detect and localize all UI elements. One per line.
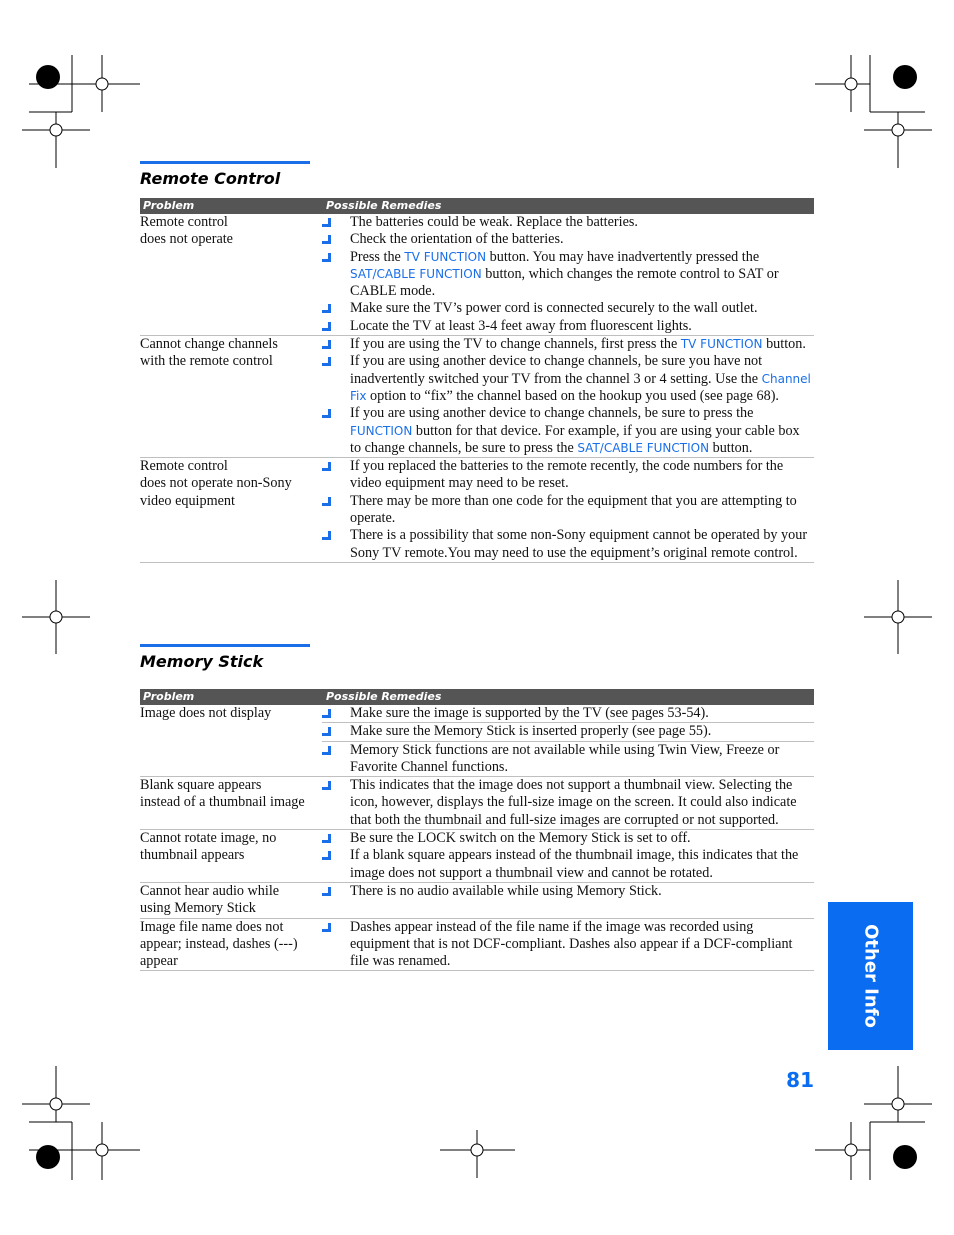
checkbox-bullet-icon bbox=[322, 462, 331, 471]
problem-cell bbox=[140, 919, 322, 971]
remedy-text: button. bbox=[709, 439, 753, 456]
remedy-item bbox=[322, 847, 814, 882]
checkbox-bullet-icon bbox=[322, 887, 331, 896]
problem-text: appear; instead, dashes (---) bbox=[140, 935, 298, 952]
problem-text: Image file name does not bbox=[140, 918, 284, 935]
problem-text: does not operate bbox=[140, 231, 233, 248]
header-problem: Problem bbox=[143, 199, 195, 212]
remedy-item bbox=[322, 231, 814, 248]
problem-text: thumbnail appears bbox=[140, 847, 245, 864]
problem-text: Remote control bbox=[140, 458, 228, 475]
remedy-text: If you are using the TV to change channels, first press the bbox=[350, 336, 681, 353]
remedy-item bbox=[322, 919, 814, 971]
problem-text: appear bbox=[140, 953, 178, 970]
checkbox-bullet-icon bbox=[322, 746, 331, 755]
section-rule-memory-stick bbox=[140, 644, 310, 647]
remedy-text: button for that device. For example, if you are using your cable box to change channels, be sure to press the bbox=[350, 422, 800, 456]
remedy-item bbox=[322, 318, 814, 335]
problem-text: instead of a thumbnail image bbox=[140, 794, 305, 811]
problem-cell bbox=[140, 705, 322, 722]
remote-control-table bbox=[140, 198, 814, 563]
remedy-item bbox=[322, 777, 814, 829]
checkbox-bullet-icon bbox=[322, 218, 331, 227]
table-row bbox=[140, 214, 814, 336]
header-remedies: Possible Remedies bbox=[326, 690, 442, 703]
remedy-text: option to “fix” the channel based on the hookup you used (see page 68). bbox=[366, 387, 779, 404]
remedy-item bbox=[322, 527, 814, 562]
remedy-text: Check the orientation of the batteries. bbox=[350, 231, 564, 248]
remedy-item bbox=[322, 723, 814, 741]
section-title-remote-control: Remote Control bbox=[140, 169, 281, 188]
button-name: SAT/CABLE FUNCTION bbox=[577, 440, 710, 455]
remedy-item bbox=[322, 300, 814, 317]
remedy-item bbox=[322, 214, 814, 231]
remedy-text: Dashes appear instead of the file name if the image was recorded using equipment that is not DCF-compliant. Dashes also appear if a DCF-compliant file was renamed. bbox=[350, 918, 793, 970]
remedy-text: Make sure the TV’s power cord is connected securely to the wall outlet. bbox=[350, 300, 758, 317]
remedy-item bbox=[322, 336, 814, 353]
remedy-text: If a blank square appears instead of the thumbnail image, this indicates that the image does not support a thumbnail view and cannot be rotated. bbox=[350, 847, 799, 881]
checkbox-bullet-icon bbox=[322, 322, 331, 331]
table-header bbox=[140, 198, 814, 214]
remedy-item bbox=[322, 830, 814, 847]
remedy-text: Memory Stick functions are not available while using Twin View, Freeze or Favorite Channel functions. bbox=[350, 741, 780, 775]
checkbox-bullet-icon bbox=[322, 727, 331, 736]
problem-cell bbox=[140, 830, 322, 865]
remedy-text: button. You may have inadvertently pressed the bbox=[486, 248, 760, 265]
remedy-item bbox=[322, 883, 814, 900]
table-row bbox=[140, 336, 814, 458]
table-header bbox=[140, 689, 814, 705]
checkbox-bullet-icon bbox=[322, 340, 331, 349]
problem-text: using Memory Stick bbox=[140, 900, 256, 917]
remedy-text: button. bbox=[762, 336, 806, 353]
checkbox-bullet-icon bbox=[322, 834, 331, 843]
problem-text: Cannot hear audio while bbox=[140, 882, 280, 899]
checkbox-bullet-icon bbox=[322, 357, 331, 366]
remedy-text: Be sure the LOCK switch on the Memory Stick is set to off. bbox=[350, 830, 691, 847]
problem-text: with the remote control bbox=[140, 353, 273, 370]
problem-cell bbox=[140, 458, 322, 510]
page-number: 81 bbox=[786, 1068, 814, 1092]
remedy-text: button, which changes the remote control to SAT or CABLE mode. bbox=[350, 265, 779, 300]
memory-stick-table bbox=[140, 689, 814, 971]
table-row bbox=[140, 705, 814, 777]
remedy-item bbox=[322, 353, 814, 405]
remedy-item bbox=[322, 742, 814, 777]
checkbox-bullet-icon bbox=[322, 304, 331, 313]
section-rule-remote-control bbox=[140, 161, 310, 164]
table-row bbox=[140, 919, 814, 972]
remedy-text: Press the bbox=[350, 248, 405, 265]
checkbox-bullet-icon bbox=[322, 235, 331, 244]
side-tab-label: Other Info bbox=[860, 924, 881, 1028]
remedy-text: If you are using another device to change channels, be sure to press the bbox=[350, 405, 754, 422]
problem-cell bbox=[140, 883, 322, 918]
remedies-cell bbox=[322, 336, 814, 457]
checkbox-bullet-icon bbox=[322, 497, 331, 506]
table-row bbox=[140, 883, 814, 919]
remedy-text: This indicates that the image does not support a thumbnail view. Selecting the icon, however, displays the full-size image on the screen. It could also indicate that both the thumbnail and full-size images are corrupted or not supported. bbox=[350, 777, 797, 828]
problem-cell bbox=[140, 336, 322, 371]
header-problem: Problem bbox=[143, 690, 195, 703]
checkbox-bullet-icon bbox=[322, 851, 331, 860]
table-row bbox=[140, 458, 814, 563]
checkbox-bullet-icon bbox=[322, 781, 331, 790]
checkbox-bullet-icon bbox=[322, 709, 331, 718]
remedies-cell bbox=[322, 458, 814, 562]
problem-text: Cannot rotate image, no bbox=[140, 830, 277, 847]
remedy-text: Make sure the image is supported by the TV (see pages 53-54). bbox=[350, 705, 709, 721]
remedies-cell bbox=[322, 830, 814, 882]
remedy-item bbox=[322, 458, 814, 493]
remedies-cell bbox=[322, 705, 814, 776]
remedies-cell bbox=[322, 777, 814, 829]
button-name: SAT/CABLE FUNCTION bbox=[350, 266, 482, 281]
remedy-text: Locate the TV at least 3-4 feet away from fluorescent lights. bbox=[350, 317, 692, 334]
remedies-cell bbox=[322, 883, 814, 900]
button-name: Channel Fix bbox=[350, 371, 811, 403]
remedy-item bbox=[322, 493, 814, 528]
table-row bbox=[140, 777, 814, 830]
problem-text: Blank square appears bbox=[140, 777, 262, 794]
side-tab-other-info bbox=[828, 902, 913, 1050]
checkbox-bullet-icon bbox=[322, 531, 331, 540]
checkbox-bullet-icon bbox=[322, 253, 331, 262]
checkbox-bullet-icon bbox=[322, 409, 331, 418]
remedy-text: There is a possibility that some non-Sony equipment cannot be operated by your Sony TV remote.You may need to use the equipment’s original remote control. bbox=[350, 527, 808, 561]
problem-text: video equipment bbox=[140, 492, 235, 509]
problem-cell bbox=[140, 777, 322, 812]
remedy-text: The batteries could be weak. Replace the batteries. bbox=[350, 214, 638, 230]
problem-text: Cannot change channels bbox=[140, 336, 278, 353]
remedy-item bbox=[322, 249, 814, 301]
problem-text: Remote control bbox=[140, 214, 228, 230]
section-title-memory-stick: Memory Stick bbox=[140, 652, 264, 671]
remedy-text: Make sure the Memory Stick is inserted properly (see page 55). bbox=[350, 723, 712, 740]
remedies-cell bbox=[322, 919, 814, 971]
checkbox-bullet-icon bbox=[322, 923, 331, 932]
remedy-item bbox=[322, 405, 814, 457]
remedy-text: There is no audio available while using Memory Stick. bbox=[350, 882, 662, 899]
problem-cell bbox=[140, 214, 322, 249]
remedy-text: There may be more than one code for the equipment that you are attempting to operate. bbox=[350, 492, 797, 527]
remedy-text: If you replaced the batteries to the remote recently, the code numbers for the video equipment may need to be reset. bbox=[350, 458, 784, 492]
button-name: TV FUNCTION bbox=[404, 249, 487, 264]
button-name: FUNCTION bbox=[350, 423, 413, 438]
button-name: TV FUNCTION bbox=[680, 337, 763, 352]
remedy-text: If you are using another device to change channels, be sure you have not inadvertently switched your TV from the channel 3 or 4 setting. Use the bbox=[350, 353, 763, 387]
remedies-cell bbox=[322, 214, 814, 335]
table-row bbox=[140, 830, 814, 883]
remedy-item bbox=[322, 705, 814, 723]
problem-text: Image does not display bbox=[140, 705, 272, 721]
problem-text: does not operate non-Sony bbox=[140, 475, 292, 492]
header-remedies: Possible Remedies bbox=[326, 199, 442, 212]
